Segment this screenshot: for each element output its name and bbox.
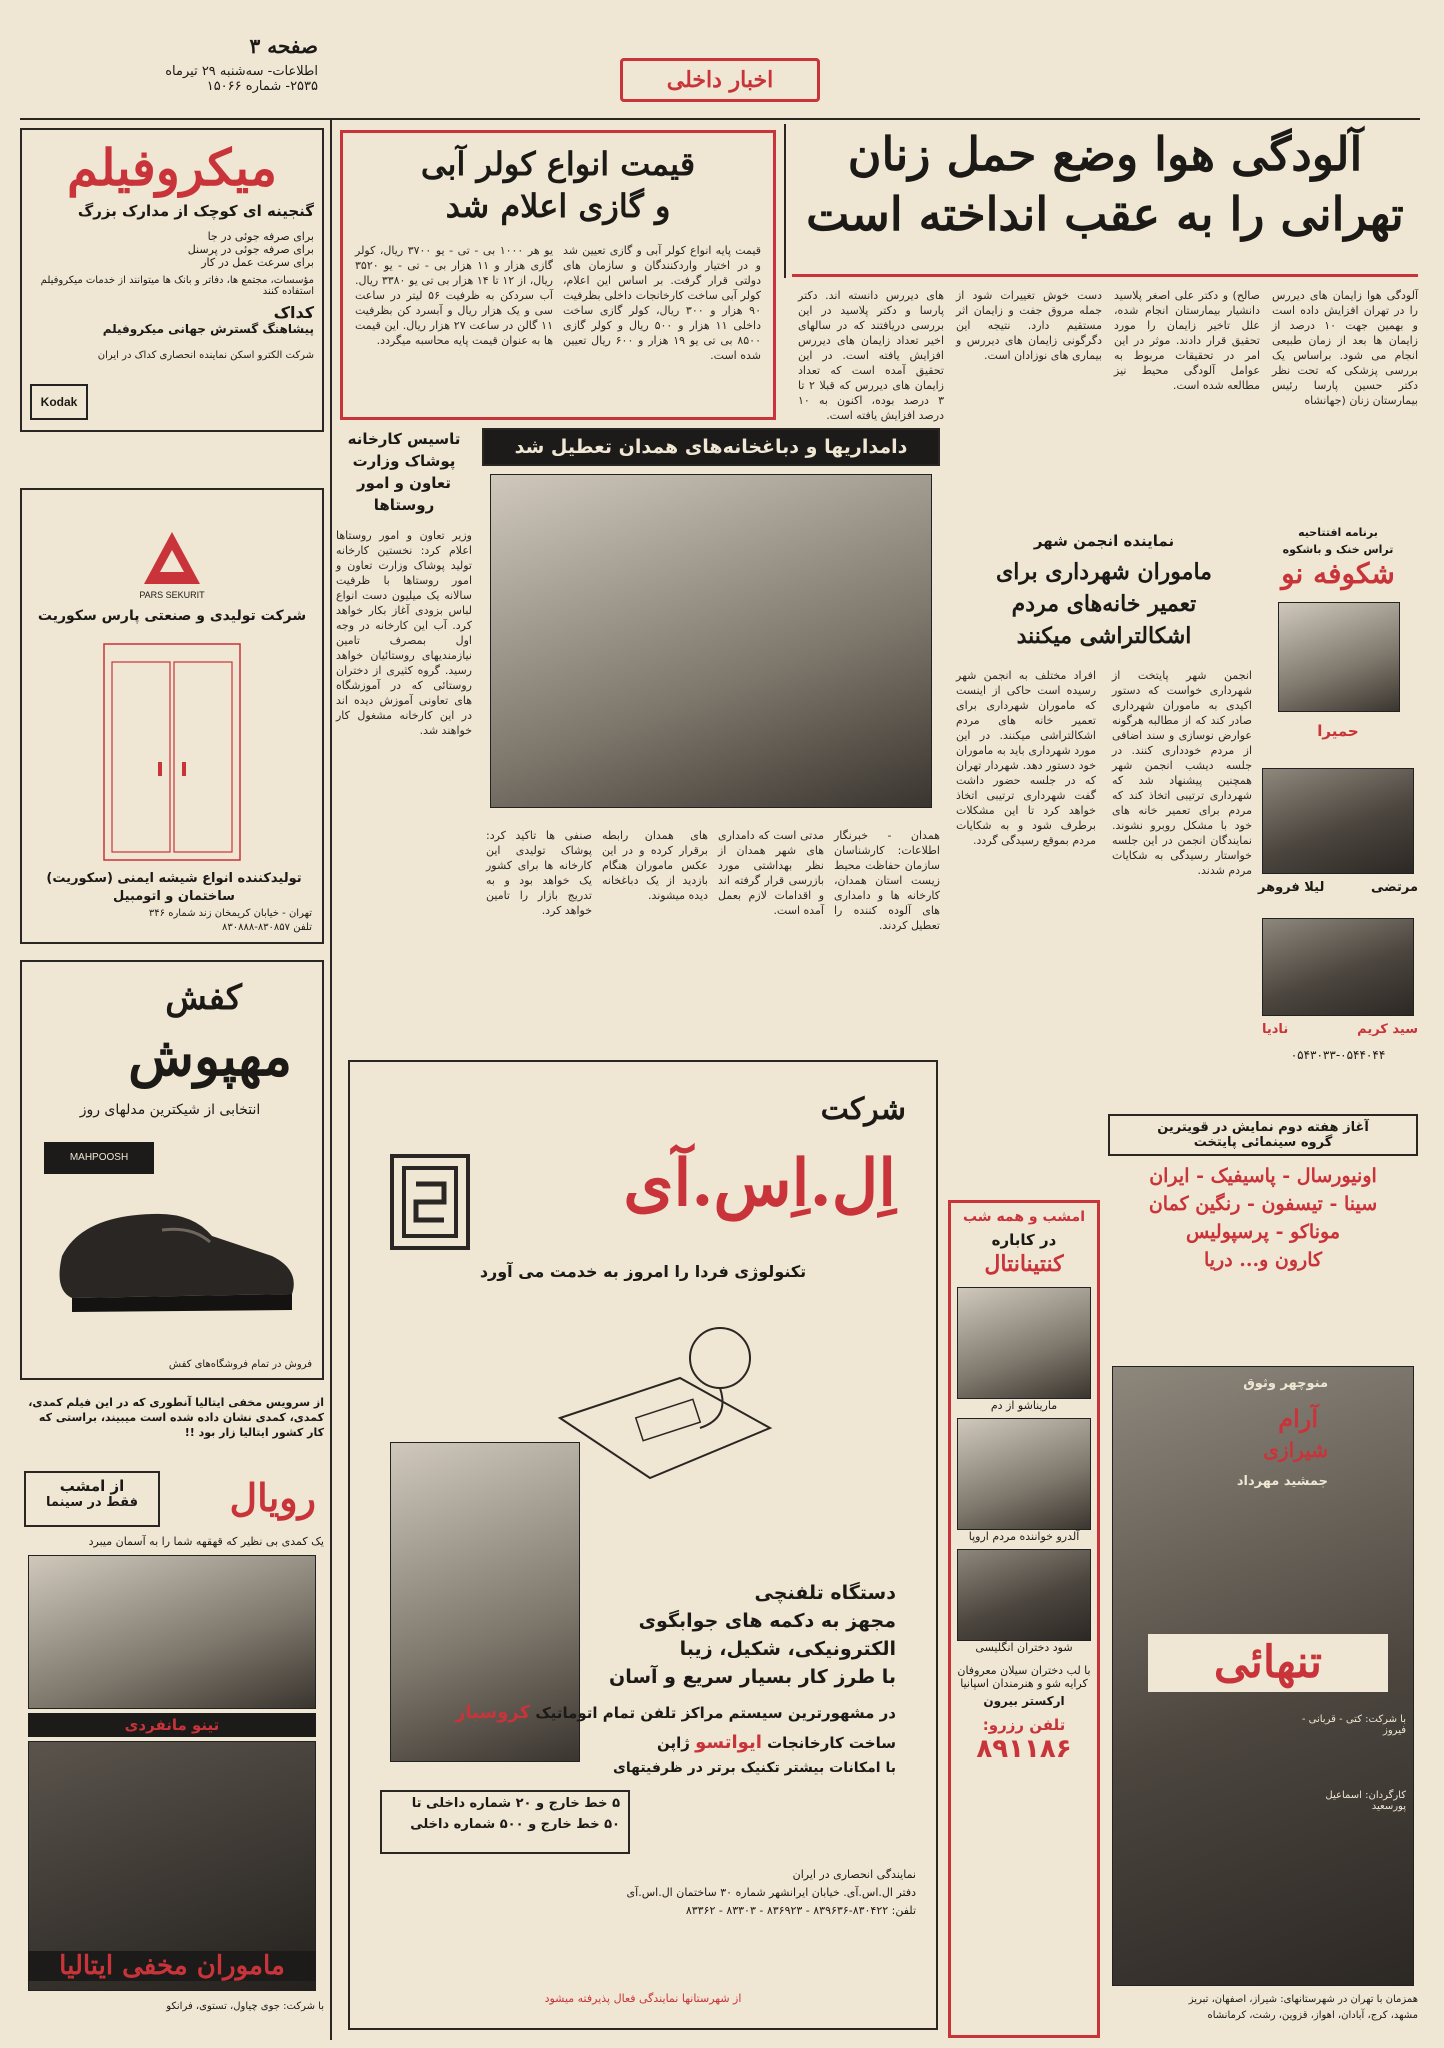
microfilm-line: برای صرفه جوئی در جا	[207, 230, 314, 243]
tanhaei-banner-1: آغاز هفته دوم نمایش در قویترین	[1157, 1120, 1369, 1135]
tanhaei-footer-2: مشهد، کرج، آبادان، اهواز، قزوین، رشت، کرمانشاه	[1207, 2010, 1418, 2021]
shoes-title-1: کفش	[165, 978, 242, 1018]
artist-name: نادیا	[1262, 1022, 1289, 1037]
shoes-brand-box: MAHPOOSH	[44, 1142, 154, 1174]
microfilm-ad	[20, 128, 324, 432]
lsi-cap-1: ۵ خط خارج و ۲۰ شماره داخلی تا	[411, 1796, 620, 1811]
microfilm-kodak-word: کداک	[273, 303, 314, 322]
microfilm-title: میکروفیلم	[66, 138, 278, 197]
artist-name: لیلا فروهر	[1258, 880, 1325, 895]
royal-actors-banner: تینو مانفردی	[28, 1713, 316, 1737]
tanhaei-banner-2: گروه سینمائی پایتخت	[1193, 1135, 1333, 1150]
shokoufeh-venue-line: تراس خنک و باشکوه	[1282, 543, 1394, 556]
municipal-col-right: انجمن شهر پایتخت از شهرداری خواست که دستور اکیدی به ماموران شهرداری صادر کند که از مطالبه هرگونه عوارض نوسازی و سند اضافی از مردم خودداری کنند. در جلسه دیشب انجمن شهر همچنین پیشنهاد شد که شهرداری ترتیبی اتخاذ کند که مردم برای تعمیر خانه های خود با مشکل روبرو نشوند. نمایندگان انجمن در این جلسه خواستار رسیدگی به شکایات مردم شدند.	[1112, 669, 1252, 877]
municipal-headline-3: اشکالتراشی میکنند	[1016, 623, 1192, 649]
continental-ad	[948, 1200, 1100, 2038]
tannery-photo	[490, 474, 932, 808]
sekurit-logo-icon	[142, 530, 202, 586]
cooler-headline-1: قیمت انواع کولر آبی	[420, 145, 696, 183]
act-name: آلدرو خواننده مردم اروپا	[968, 1530, 1080, 1543]
act-photo	[957, 1418, 1091, 1530]
tannery-col-1: همدان - خبرنگار اطلاعات: کارشناسان سازمان حفاظت محیط زیست استان همدان، کارخانه ها و دامداری های آلوده کننده را تعطیل کردند.	[834, 829, 940, 932]
glass-door-illustration	[102, 642, 242, 862]
lsi-crossbar	[455, 1702, 896, 1723]
lead-col-1: آلودگی هوا زایمان های دیررس را در تهران افزایش داده است و بهمین جهت ۱۰ درصد از زایمان ها بعد از زمان طبیعی انجام می شود. براساس یک بررسی پزشکی که تحت نظر دکتر حسین پارسا رئیس بیمارستان زنان (جهانشاه	[1272, 289, 1418, 407]
tanhaei-star-1: منوچهر وثوق	[1243, 1376, 1328, 1391]
tanhaei-cinemas-2: سینا - تیسفون - رنگین کمان	[1148, 1193, 1378, 1215]
tanhaei-credits: با شرکت: کتی - قربانی - فیروز	[1301, 1714, 1406, 1736]
date-line: اطلاعات- سه‌شنبه ۲۹ تیرماه	[165, 64, 318, 79]
tailoring-story	[336, 428, 472, 1038]
royal-film-title: ماموران مخفی ایتالیا	[28, 1951, 316, 1981]
lead-headline-2: تهرانی را به عقب انداخته است	[806, 187, 1404, 241]
municipal-kicker: نماینده انجمن شهر	[1033, 532, 1175, 550]
continental-promo: با لب دختران سیلان معروفان کرایه شو و هنرمندان اسپانیا	[957, 1664, 1091, 1690]
tanhaei-film-title: تنهائی	[1148, 1634, 1388, 1692]
lsi-maker-text: ساخت کارخانجات	[767, 1734, 896, 1752]
section-title: اخبار داخلی	[666, 67, 774, 93]
cooler-col-left: یو هر ۱۰۰۰ بی - تی - یو ۳۷۰۰ ریال، کولر گازی هزار و ۱۱ هزار بی - تی - یو ۳۵۲۰ ریال، از ۱۲ تا ۱۴ هزار بی تی یو ۳۳۸۰ ریال. آب سردکن به ظرفیت ۵۶ لیتر در ساعت سی و یک هزار ریال و آبسرد کن بظرفیت ۱۱ گالن در ساعت ۲۷ هزار ریال. این قیمت ها به عنوان قیمت پایه محاسبه میگردد.	[355, 244, 554, 347]
act-name: شود دختران انگلیسی	[975, 1641, 1073, 1654]
municipal-headline-1: ماموران شهرداری برای	[996, 559, 1212, 585]
lsi-maker	[657, 1732, 896, 1753]
issue-line: ۲۵۳۵- شماره ۱۵۰۶۶	[206, 79, 318, 94]
royal-tonight-2: فقط در سینما	[46, 1495, 138, 1510]
royal-still-photo	[28, 1555, 316, 1709]
continental-tonight: امشب و همه شب	[962, 1209, 1086, 1225]
lsi-capacity-box	[380, 1790, 630, 1854]
lsi-phones: تلفن: ۸۳۰۴۲۲-۸۳۹۶۳۶ - ۸۳۶۹۲۳ - ۸۳۳۰۳ - ۸۳۳۶۲	[685, 1904, 916, 1917]
lead-red-rule	[792, 274, 1418, 277]
tanhaei-star-4: جمشید مهرداد	[1236, 1474, 1328, 1489]
shoes-caption: فروش در تمام فروشگاه‌های کفش	[168, 1359, 312, 1370]
microfilm-footer: شرکت الکترو اسکن نماینده انحصاری کداک در ایران	[97, 350, 314, 361]
microfilm-kodak-line: پیشاهنگ گسترش جهانی میکروفیلم	[102, 322, 314, 336]
microfilm-subtitle: گنجینه ای کوچک از مدارک بزرگ	[77, 202, 314, 220]
lsi-maker-3: با امکانات بیشتر تکنیک برتر در ظرفیتهای	[612, 1760, 896, 1776]
artist-photo	[1262, 768, 1414, 874]
tanhaei-director: کارگردان: اسماعیل پورسعید	[1325, 1790, 1406, 1812]
royal-tonight-box	[24, 1471, 160, 1527]
act-name: ماریناشو از دم	[990, 1399, 1058, 1412]
continental-phone: ۸۹۱۱۸۶	[976, 1734, 1072, 1764]
shokoufeh-ad	[1258, 526, 1418, 1096]
lead-col-2: صالح) و دکتر علی اصغر پلاسید دانشیار بیمارستان انجام شده، علل تاخیر زایمان را مورد تحقیق قرار دادند. موثر در این امر در تحقیقات مربوط به عوامل آلودگی محیط نیز مطالعه شده است.	[1114, 289, 1260, 392]
shokoufeh-venue: شکوفه نو	[1281, 557, 1395, 590]
sekurit-product: تولیدکننده انواع شیشه ایمنی (سکوریت) ساختمان و اتومبیل	[46, 871, 302, 904]
shoes-title-2: مهپوش	[128, 1024, 292, 1088]
royal-intro: از سرویس مخفی ایتالیا آنطوری که در این فیلم کمدی، کمدی، کمدی نشان داده شده است میبیند، براستی که کار کشور ایتالیا زار بود !!	[28, 1396, 324, 1439]
shokoufeh-program: برنامه افتتاحیه	[1298, 526, 1378, 539]
tailoring-body: وزیر تعاون و امور روستاها اعلام کرد: نخستین کارخانه تولید پوشاک وزارت تعاون و امور روستاها با ظرفیت سالانه یک میلیون دست انواع لباس بزودی آغاز بکار خواهد کرد. آب این کارخانه در وجه اول بمصرف تامین نیازمندیهای روستائیان خواهد رسید. گروه کثیری از دختران روستائی که در آموزشگاه های تعاونی آموزش دیده اند در این کارخانه مشغول کار خواهند شد.	[336, 529, 472, 737]
act-photo	[957, 1549, 1091, 1641]
lsi-feature-2: مجهز به دکمه های جوابگوی	[638, 1610, 896, 1632]
lsi-feature-1: دستگاه تلفنچی	[754, 1582, 896, 1604]
tannery-headline-box	[482, 428, 940, 466]
lsi-company-prefix: شرکت	[820, 1092, 906, 1127]
lsi-feature-4: با طرز کار بسیار سریع و آسان	[608, 1666, 896, 1688]
artist-name: سید کریم	[1357, 1022, 1418, 1037]
lsi-ad	[348, 1060, 938, 2030]
page-label: صفحه ۳	[249, 34, 318, 58]
sekurit-brand: PARS SEKURIT	[139, 590, 205, 600]
microfilm-line: برای صرفه جوئی در پرسنل	[187, 243, 314, 256]
lead-col-4: های دیررس دانسته اند. دکتر پارسا و دکتر پلاسید در این بررسی دریافتند که در سالهای اخیر تعداد زایمان های دیررس افزایش یافته است. در این تحقیق آمده است که تعداد زایمان های دیررس که قبلا ۲ تا ۳ درصد بوده، اکنون به ۱۰ درصد افزایش یافته است.	[798, 289, 944, 422]
shokoufeh-phone: ۰۵۴۳۰۳۳-۰۵۴۴۰۴۴	[1290, 1048, 1386, 1062]
lsi-cap-2: ۵۰ خط خارج و ۵۰۰ شماره داخلی	[410, 1817, 620, 1832]
continental-name: کنتینانتال	[984, 1251, 1064, 1277]
sekurit-ad	[20, 488, 324, 944]
continental-orchestra: ارکستر بیرون	[983, 1694, 1065, 1708]
tannery-story	[482, 428, 940, 1038]
lsi-name: اِل.اِس.آی	[623, 1146, 896, 1221]
artist-name: حمیرا	[1317, 722, 1359, 740]
kodak-logo: Kodak	[30, 384, 88, 420]
lsi-crossbar-brand: کروسبار	[455, 1702, 531, 1723]
shoe-icon	[42, 1186, 306, 1326]
cooler-col-right: قیمت پایه انواع کولر آبی و گازی تعیین شد و در اختیار واردکنندگان و سازمان های دولتی قرار گرفت. بر اساس این اعلام، کولر آبی ساخت کارخانجات داخلی بظرفیت ۹۰ هزار و ۳۰۰ ریال، کولر گازی ساخت داخلی ۱۱ هزار و ۵۰۰ ریال و کولر گازی ۸۵۰۰ بی تی یو ۱۹ هزار و ۶۰۰ ریال تعیین شده است.	[563, 244, 761, 362]
royal-line2: یک کمدی بی نظیر که قهقهه شما را به آسمان میبرد	[88, 1535, 324, 1548]
left-col-rule	[330, 120, 332, 2040]
microfilm-line: برای سرعت عمل در کار	[201, 256, 314, 269]
shoes-tagline: انتخابی از شیکترین مدلهای روز	[79, 1102, 261, 1118]
tanhaei-cinemas-3: موناکو - پرسپولیس	[1185, 1221, 1341, 1243]
tannery-col-4: صنفی ها تاکید کرد: پوشاک تولیدی این کارخانه ها برای کشور یک خواهد بود و به تدریج بازار را تامین خواهد کرد.	[486, 829, 592, 917]
tanhaei-ad	[1108, 1114, 1418, 2038]
lsi-slogan: تکنولوژی فردا را امروز به خدمت می آورد	[479, 1262, 807, 1281]
sekurit-company: شرکت تولیدی و صنعتی پارس سکوریت	[37, 608, 307, 624]
municipal-col-left: افراد مختلف به انجمن شهر رسیده است حاکی از اینست که ماموران شهرداری برای تعمیر خانه های مردم اشکالتراشی میکنند. در این مورد شهرداری باید به ماموران خود دستور دهد. شهردار تهران که در جلسه حضور داشت گفت شهرداری ترتیبی اتخاذ خواهد کرد تا این مشکلات برطرف شود و به شکایات مردم بموقع رسیدگی گردد.	[956, 669, 1096, 847]
continental-in-cabaret: در کاباره	[991, 1231, 1057, 1249]
tanhaei-star-3: شیرازی	[1263, 1438, 1328, 1462]
tanhaei-footer-1: همزمان با تهران در شهرستانهای: شیراز، اصفهان، تبریز	[1188, 1994, 1418, 2005]
tanhaei-cinemas-1: اونیورسال - پاسیفیک - ایران	[1149, 1165, 1377, 1187]
lsi-rep: نمایندگی انحصاری در ایران	[792, 1868, 916, 1881]
artist-photo	[1278, 602, 1400, 712]
cooler-headline-2: و گازی اعلام شد	[445, 187, 671, 225]
lead-headline-1: آلودگی هوا وضع حمل زنان	[847, 127, 1363, 181]
microfilm-lines2: مؤسسات، مجتمع ها، دفاتر و بانک ها میتوانند از خدمات میکروفیلم استفاده کنند	[40, 275, 314, 297]
tanhaei-cinemas-4: کارون و... دریا	[1203, 1249, 1323, 1271]
royal-footer: با شرکت: جوی چیاول، تستوی، فرانکو	[166, 2001, 324, 2012]
sekurit-phone: تلفن ۸۳۰۸۵۷-۸۳۰۸۸۸	[221, 922, 312, 933]
tannery-col-3: های همدان رابطه برقرار کرده و در این عکس ماموران هنگام بازدید از یک دباغخانه دیده میشوند.	[602, 829, 708, 902]
lsi-logo-icon	[390, 1154, 470, 1250]
royal-tonight-1: از امشب	[59, 1477, 125, 1495]
shoes-ad	[20, 960, 324, 1380]
lsi-address: دفتر ال.اس.آی. خیابان ایرانشهر شماره ۳۰ ساختمان ال.اس.آی	[626, 1886, 916, 1899]
artist-name: مرتضی	[1371, 880, 1418, 895]
masthead	[28, 34, 318, 114]
municipal-headline-2: تعمیر خانه‌های مردم	[1011, 591, 1197, 617]
continental-reserve: تلفن رزرو:	[982, 1716, 1066, 1734]
lsi-footer: از شهرستانها نمایندگی فعال پذیرفته میشود	[544, 1992, 742, 2005]
tanhaei-banner-box	[1108, 1114, 1418, 1156]
lsi-feature-3: الکترونیکی، شکیل، زیبا	[679, 1638, 896, 1660]
municipal-story	[956, 532, 1252, 1102]
sekurit-address: تهران - خیابان کریمخان زند شماره ۳۴۶	[148, 908, 312, 919]
lsi-maker-brand: ایواتسو	[695, 1732, 762, 1753]
lead-col-3: دست خوش تغییرات شود از جمله مروق جفت و زایمان اثر مستقیم دارد. نتیجه این دگرگونی زایمان های دیررس و بیماری های نوزادان است.	[956, 289, 1102, 362]
act-photo	[957, 1287, 1091, 1399]
section-title-box	[620, 58, 820, 102]
cooler-story	[340, 130, 776, 420]
royal-cinema: رویال	[229, 1475, 316, 1520]
lsi-maker-country: ژاپن	[656, 1734, 690, 1752]
artist-photo	[1262, 918, 1414, 1016]
lsi-crossbar-text: در مشهورترین سیستم مراکز تلفن تمام اتوماتیک	[535, 1704, 896, 1722]
royal-ad	[20, 1395, 324, 2035]
masthead-rule	[20, 118, 1420, 120]
tanhaei-star-2: آرام	[1278, 1404, 1318, 1433]
tannery-headline: دامداریها و دباغخانه‌های همدان تعطیل شد	[514, 436, 908, 458]
center-divider	[784, 124, 786, 278]
tannery-col-2: مدتی است که دامداری های شهر همدان از نظر بهداشتی مورد بازرسی قرار گرفته اند و اقدامات لازم بعمل آمده است.	[718, 829, 824, 917]
tailoring-headline: تاسیس کارخانه پوشاک وزارت تعاون و امور روستاها	[347, 430, 461, 514]
